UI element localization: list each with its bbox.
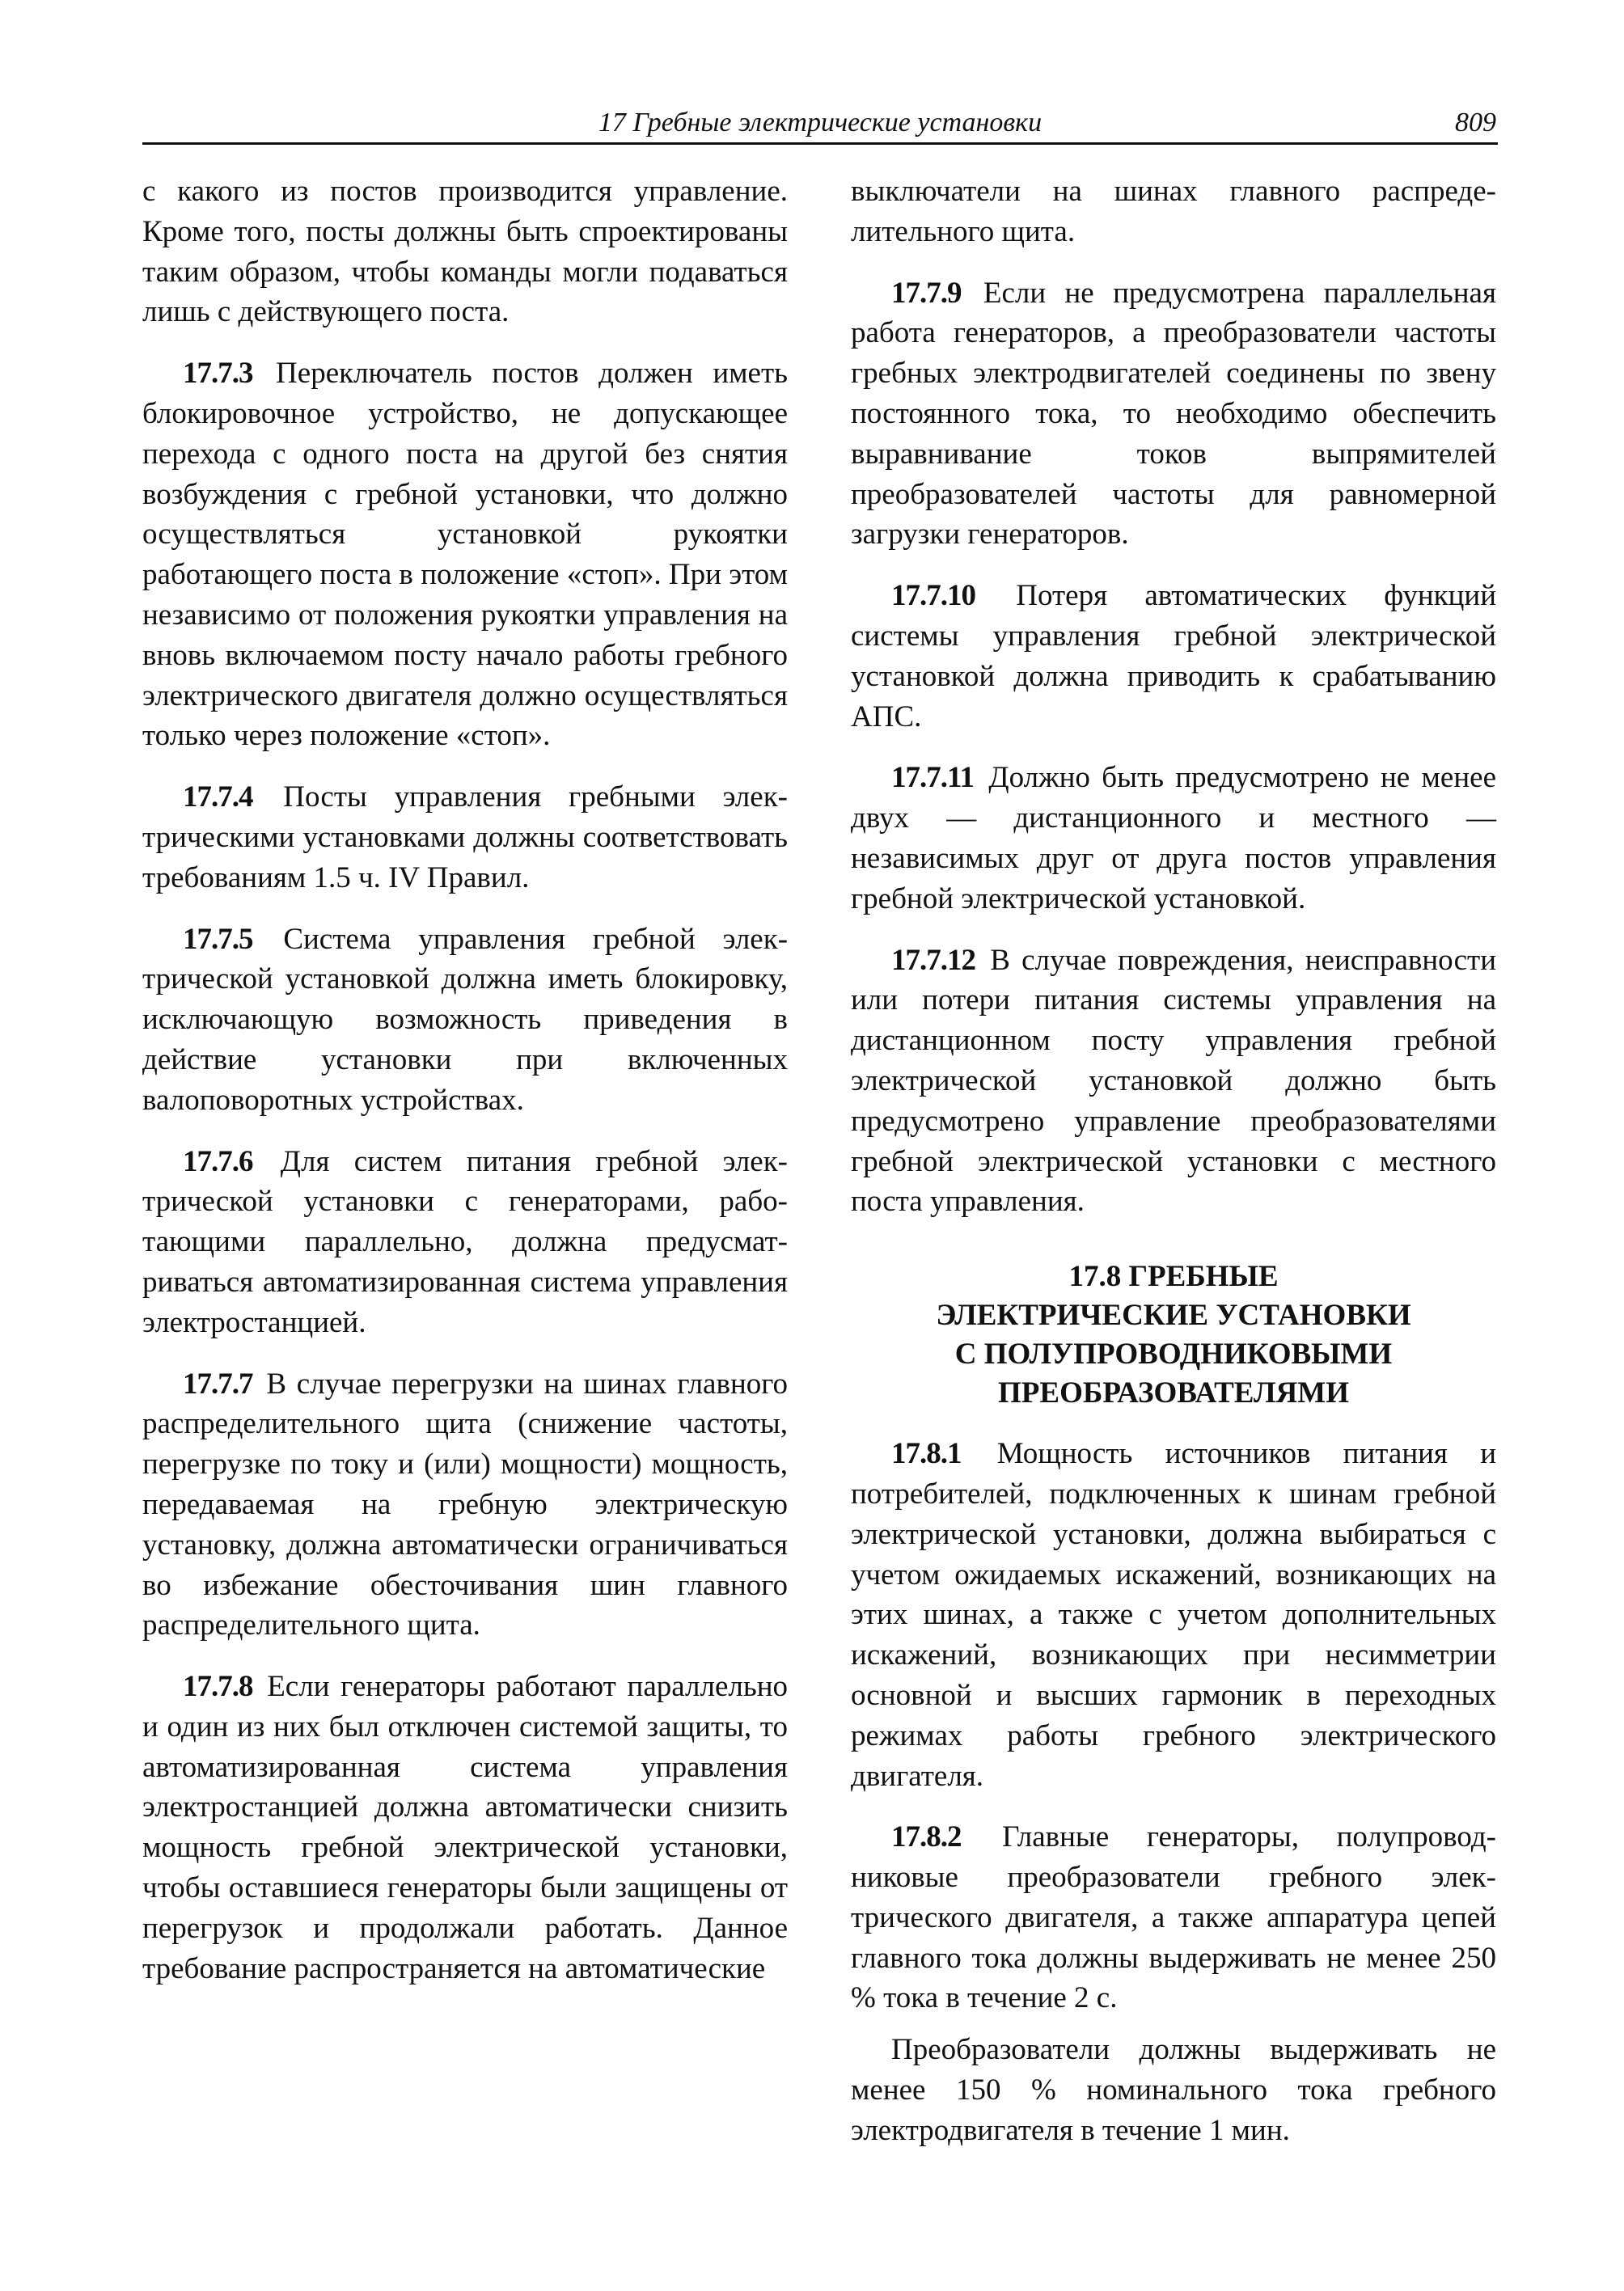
paragraph-text: Мощность источников питания и потребителей, подключенных к шинам гребной электрической установки, должна выбираться с учетом ожидаемых искажений, возникающих на этих шинах, а также с учетом дополнительных искажений, возникающих при несимметрии основной и высших гармоник в переходных режимах работы гребного электрического двигателя. — [851, 1437, 1496, 1793]
paragraph — [851, 2030, 1496, 2150]
section-heading-line: 17.8 ГРЕБНЫЕ — [1068, 1260, 1279, 1294]
paragraph-text: Должно быть предусмотрено не менее двух — дистанционного и местного — независимых друг от друга постов управления гребной электрической установкой. — [851, 761, 1496, 915]
section-heading-line: ПРЕОБРАЗОВАТЕЛЯМИ — [998, 1376, 1349, 1410]
paragraph-text: Если генераторы работают параллельно и один из них был отключен системой защиты, то автоматизированная система управления электростанцией должна автоматически снизить мощность гребной электрической установки, чтобы оставшиеся генераторы были защищены от перегрузок и продолжали работать. Данное требование распространяется на автоматические — [142, 1670, 789, 1985]
clause-17-7-9 — [851, 273, 1496, 556]
clause-17-7-7 — [142, 1364, 788, 1646]
clause-17-7-3 — [142, 353, 788, 756]
page-number: 809 — [1455, 108, 1496, 137]
clause-number: 17.7.4 — [183, 780, 253, 814]
paragraph-text: Система управления гребной электрической установкой должна иметь блокировку, исключающую возможность приведения в действие установки при включенных валоповоротных устройствах. — [142, 922, 789, 1117]
clause-17-7-8 — [142, 1667, 788, 1989]
clause-17-7-11 — [851, 758, 1496, 919]
paragraph-text: Посты управления гребными электрическими установками должны соответствовать требованиям 1.5 ч. IV Правил. — [142, 780, 788, 894]
clause-number: 17.8.2 — [891, 1820, 962, 1854]
clause-number: 17.7.6 — [183, 1144, 253, 1178]
clause-number: 17.7.5 — [183, 922, 253, 956]
section-heading — [851, 1258, 1496, 1413]
paragraph-text: с какого из постов производится управление. Кроме того, посты должны быть спроектированы таким образом, чтобы команды могли подаваться лишь с действующего поста. — [142, 175, 788, 329]
clause-17-7-12 — [851, 940, 1496, 1223]
paragraph-text: выключатели на шинах главного распределительного щита. — [851, 175, 1496, 248]
left-column — [142, 171, 788, 2010]
running-header — [142, 107, 1498, 145]
clause-17-8-2 — [851, 1817, 1496, 2018]
clause-17-7-4 — [142, 777, 788, 898]
paragraph-continued — [851, 171, 1496, 252]
clause-number: 17.7.3 — [183, 357, 253, 391]
clause-number: 17.7.12 — [891, 943, 975, 977]
clause-number: 17.7.8 — [183, 1670, 253, 1704]
paragraph-text: Главные генераторы, полупроводниковые преобразователи гребного электрического двигателя, а также аппаратура цепей главного тока должны выдерживать не менее 250 % тока в течение 2 с. — [851, 1820, 1496, 2015]
clause-17-7-5 — [142, 919, 788, 1121]
clause-number: 17.7.9 — [891, 276, 962, 310]
paragraph-text: Для систем питания гребной электрической установки с генераторами, работающими параллельно, должна предусматриваться автоматизированная система управления электростанцией. — [142, 1144, 788, 1339]
section-heading-line: С ПОЛУПРОВОДНИКОВЫМИ — [954, 1338, 1393, 1372]
paragraph-text: Если не предусмотрена параллельная работа генераторов, а преобразователи частоты гребных электродвигателей соединены по звену постоянного тока, то необходимо обеспечить выравнивание токов выпрямителей преобразователей частоты для равномерной загрузки генераторов. — [851, 276, 1497, 552]
clause-17-7-10 — [851, 576, 1496, 737]
paragraph-text: Преобразователи должны выдерживать не менее 150 % номинального тока гребного электродвигателя в течение 1 мин. — [851, 2033, 1496, 2147]
clause-17-7-6 — [142, 1142, 788, 1343]
clause-number: 17.7.11 — [891, 761, 974, 795]
paragraph-text: В случае перегрузки на шинах главного распределительного щита (снижение частоты, перегрузке по току и (или) мощности) мощность, передаваемая на гребную электрическую установку, должна автоматически ограничиваться во избежание обесточивания шин главного распределительного щита. — [142, 1367, 789, 1642]
clause-number: 17.8.1 — [891, 1437, 962, 1471]
clause-number: 17.7.10 — [891, 579, 975, 613]
paragraph-text: Переключатель постов должен иметь блокировочное устройство, не допускающее перехода с одного поста на другой без снятия возбуждения с гребной установки, что должно осуществляться установкой рукоятки работающего поста в положение «стоп». При этом независимо от положения рукоятки управления на вновь включаемом посту начало работы гребного электрического двигателя должно осуществляться только через положение «стоп». — [142, 357, 788, 753]
clause-number: 17.7.7 — [183, 1367, 253, 1401]
clause-17-8-1 — [851, 1434, 1496, 1796]
header-title: 17 Гребные электрические установки — [598, 108, 1042, 137]
section-heading-line: ЭЛЕКТРИЧЕСКИЕ УСТАНОВКИ — [936, 1299, 1411, 1333]
paragraph-continued — [142, 171, 788, 332]
paragraph-text: Потеря автоматических функций системы управления гребной электрической установкой должна приводить к срабатыванию АПС. — [851, 579, 1496, 733]
right-column — [851, 171, 1496, 2172]
paragraph-text: В случае повреждения, неисправности или потери питания системы управления на дистанционном посту управления гребной электрической установкой должно быть предусмотрено управление преобразователями гребной электрической установки с местного поста управления. — [851, 943, 1496, 1219]
